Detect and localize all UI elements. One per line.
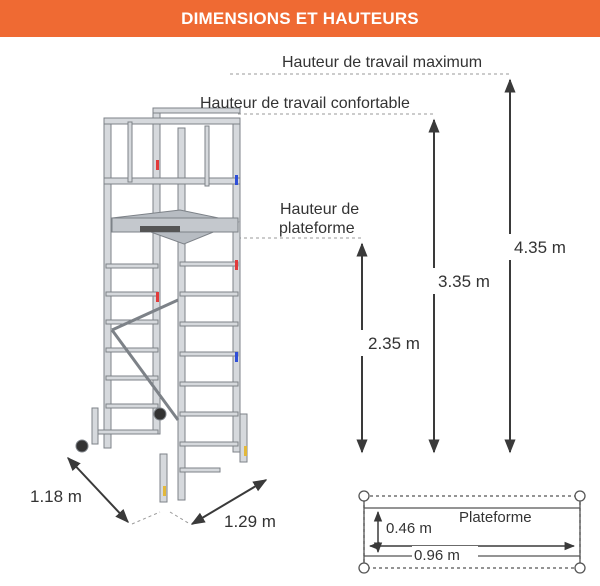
platform-height-label-line2: plateforme — [279, 220, 355, 237]
platform-height-label-line1: Hauteur de — [280, 201, 360, 218]
max-work-height-value: 4.35 m — [514, 238, 566, 257]
platform-height-value: 2.35 m — [368, 334, 420, 353]
platform-label: Plateforme — [459, 509, 532, 526]
platform-width-value: 0.46 m — [386, 520, 432, 537]
base-length-value: 1.29 m — [224, 512, 276, 531]
platform-length-value: 0.96 m — [414, 547, 460, 564]
max-work-height-label: Hauteur de travail maximum — [282, 54, 483, 71]
comfort-work-height-label: Hauteur de travail confortable — [200, 95, 410, 112]
comfort-work-height-value: 3.35 m — [438, 272, 490, 291]
base-depth-value: 1.18 m — [30, 487, 82, 506]
header-title: DIMENSIONS ET HAUTEURS — [181, 9, 419, 28]
scaffold-tower-illustration — [76, 108, 247, 502]
